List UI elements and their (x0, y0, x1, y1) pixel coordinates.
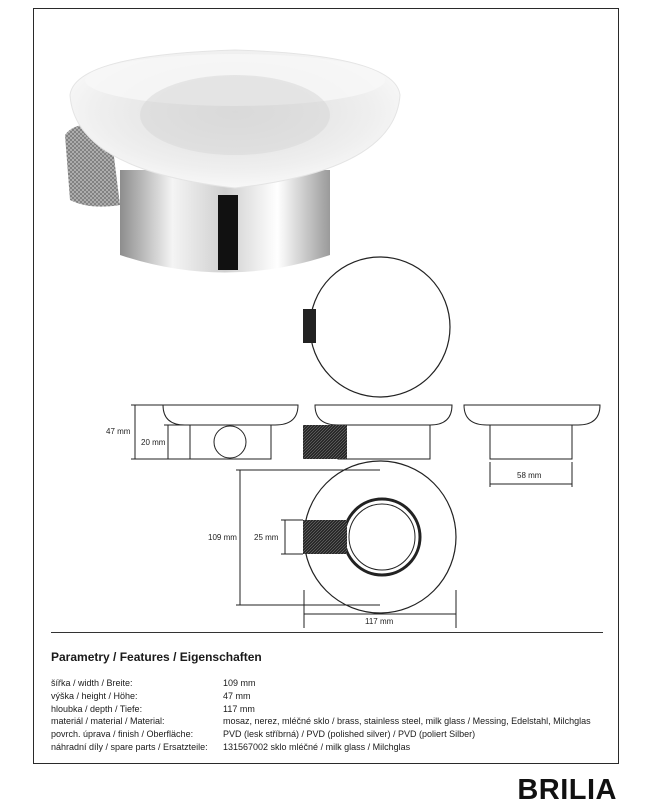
dim-depth: 117 mm (365, 617, 394, 626)
param-label: hloubka / depth / Tiefe: (51, 703, 143, 714)
param-row-spare-parts (51, 741, 611, 754)
param-row-width (51, 677, 611, 690)
param-value: 47 mm (223, 690, 251, 701)
side-view-left (131, 405, 298, 459)
brand-name: BRILIA (517, 774, 617, 806)
param-label: povrch. úprava / finish / Oberfläche: (51, 729, 194, 740)
param-label: výška / height / Höhe: (51, 690, 138, 701)
parameter-list (51, 677, 611, 754)
section-divider (51, 632, 603, 633)
param-label: šířka / width / Breite: (51, 678, 133, 688)
param-row-depth (51, 703, 611, 716)
dim-wall-depth: 58 mm (517, 471, 542, 480)
param-value: 109 mm (223, 678, 256, 688)
bottom-view (236, 461, 456, 628)
dim-height-holder: 20 mm (141, 438, 166, 447)
dim-width: 109 mm (208, 533, 237, 542)
param-row-height (51, 690, 611, 703)
param-value: 117 mm (223, 703, 255, 714)
param-value: PVD (lesk stříbrná) / PVD (polished silver) / PVD (poliert Silber) (223, 729, 476, 740)
param-row-finish (51, 728, 611, 741)
param-value: mosaz, nerez, mléčné sklo / brass, stainless steel, milk glass / Messing, Edelstahl, Milchglas (223, 716, 591, 727)
param-label: náhradní díly / spare parts / Ersatzteile: (51, 741, 208, 752)
front-view (303, 405, 452, 459)
top-view-drawing (303, 257, 450, 397)
dim-holder-height: 25 mm (254, 533, 279, 542)
param-label: materiál / material / Material: (51, 716, 165, 727)
section-title: Parametry / Features / Eigenschaften (51, 650, 262, 664)
param-row-material (51, 715, 611, 728)
param-value: 131567002 sklo mléčné / milk glass / Milchglas (223, 741, 411, 752)
dim-height-overall: 47 mm (106, 427, 131, 436)
